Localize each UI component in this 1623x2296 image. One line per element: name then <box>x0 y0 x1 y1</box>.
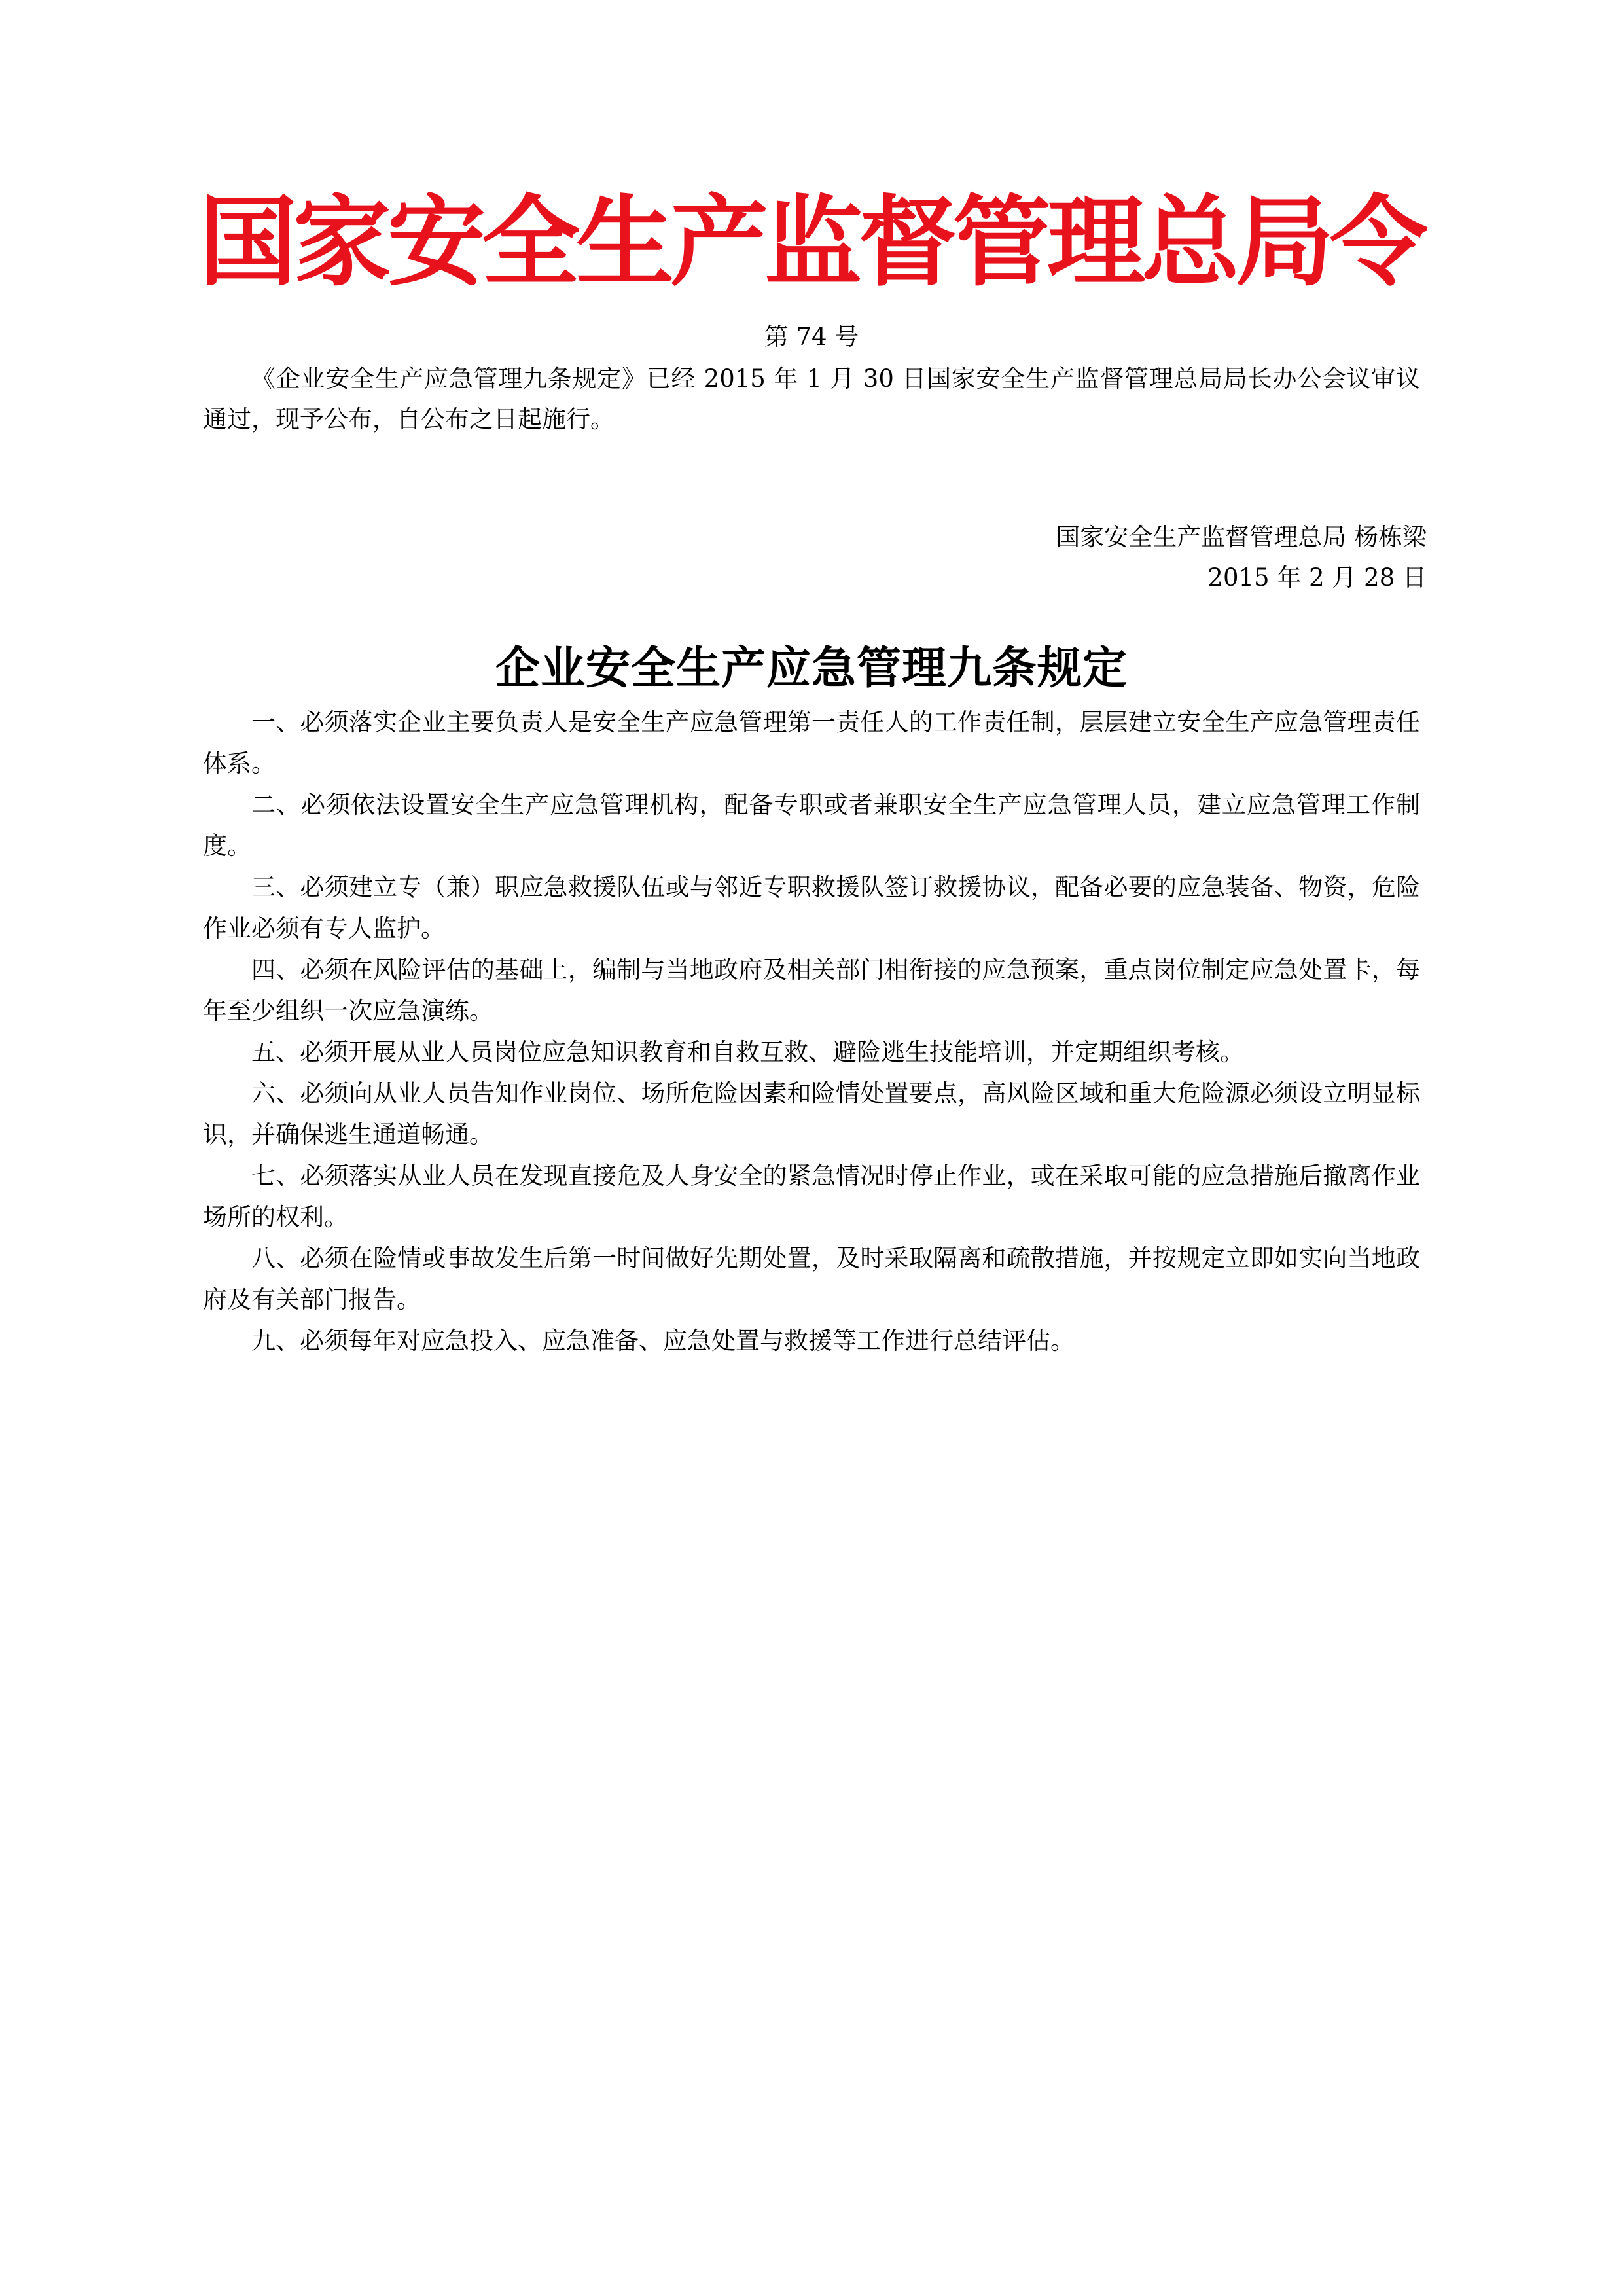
rule-item-3: 三、必须建立专（兼）职应急救援队伍或与邻近专职救援队签订救援协议，配备必要的应急装备、物资，危险作业必须有专人监护。 <box>203 873 1420 942</box>
rule-item-8: 八、必须在险情或事故发生后第一时间做好先期处置，及时采取隔离和疏散措施，并按规定立即如实向当地政府及有关部门报告。 <box>203 1244 1420 1314</box>
intro-paragraph: 《企业安全生产应急管理九条规定》已经 2015 年 1 月 30 日国家安全生产监督管理总局局长办公会议审议通过，现予公布，自公布之日起施行。 <box>203 365 1420 433</box>
rules-title: 企业安全生产应急管理九条规定 <box>495 643 1128 694</box>
signature-block <box>1056 517 1427 598</box>
rule-item-4: 四、必须在风险评估的基础上，编制与当地政府及相关部门相衔接的应急预案，重点岗位制定应急处置卡，每年至少组织一次应急演练。 <box>203 956 1420 1025</box>
rules-list <box>203 702 1420 1361</box>
rule-item-9: 九、必须每年对应急投入、应急准备、应急处置与救援等工作进行总结评估。 <box>251 1327 1075 1355</box>
signature-date: 2015 年 2 月 28 日 <box>1207 564 1427 592</box>
signature-issuer: 国家安全生产监督管理总局 杨栋梁 <box>1056 523 1427 551</box>
order-number: 第 74 号 <box>764 323 859 351</box>
rule-item-6: 六、必须向从业人员告知作业岗位、场所危险因素和险情处置要点，高风险区域和重大危险源必须设立明显标识，并确保逃生通道畅通。 <box>203 1079 1420 1149</box>
rule-item-2: 二、必须依法设置安全生产应急管理机构，配备专职或者兼职安全生产应急管理人员，建立应急管理工作制度。 <box>203 791 1420 860</box>
rule-item-5: 五、必须开展从业人员岗位应急知识教育和自救互救、避险逃生技能培训，并定期组织考核。 <box>251 1038 1244 1066</box>
rule-item-1: 一、必须落实企业主要负责人是安全生产应急管理第一责任人的工作责任制，层层建立安全生产应急管理责任体系。 <box>203 708 1420 778</box>
document-header-title: 国家安全生产监督管理总局令 <box>198 185 1424 300</box>
rule-item-7: 七、必须落实从业人员在发现直接危及人身安全的紧急情况时停止作业，或在采取可能的应急措施后撤离作业场所的权利。 <box>203 1162 1420 1231</box>
